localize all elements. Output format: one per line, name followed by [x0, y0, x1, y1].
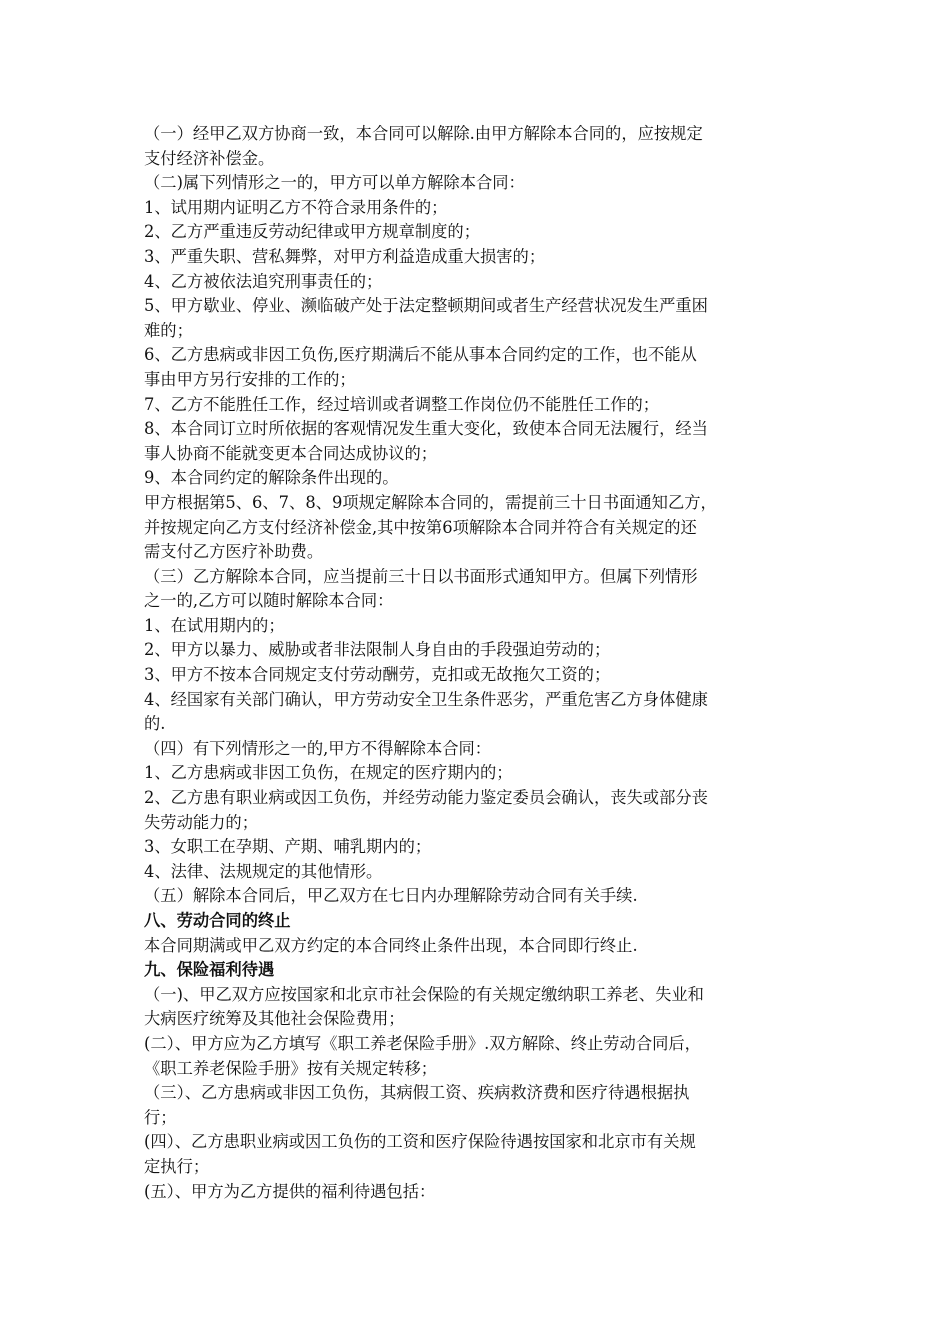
text-line: 1、在试用期内的；	[144, 615, 285, 635]
text-line: 3、甲方不按本合同规定支付劳动酬劳，克扣或无故拖欠工资的；	[144, 665, 611, 685]
text-line: 1、试用期内证明乙方不符合录用条件的；	[144, 197, 448, 217]
text-line: （二)属下列情形之一的，甲方可以单方解除本合同：	[144, 173, 525, 193]
text-line: 7、乙方不能胜任工作，经过培训或者调整工作岗位仍不能胜任工作的；	[144, 394, 660, 414]
text-line: （一）经甲乙双方协商一致，本合同可以解除.由甲方解除本合同的，应按规定	[144, 124, 703, 143]
section-heading: 八、劳动合同的终止	[144, 911, 291, 930]
text-line: 3、严重失职、营私舞弊，对甲方利益造成重大损害的；	[144, 246, 546, 266]
text-line: 支付经济补偿金。	[144, 148, 275, 168]
text-line: （三）乙方解除本合同，应当提前三十日以书面形式通知甲方。但属下列情形	[144, 566, 698, 586]
text-line: 并按规定向乙方支付经济补偿金,其中按第6项解除本合同并符合有关规定的还	[144, 517, 697, 537]
text-line: 2、乙方患有职业病或因工负伤，并经劳动能力鉴定委员会确认，丧失或部分丧	[144, 788, 708, 808]
text-line: 事由甲方另行安排的工作的；	[144, 369, 356, 389]
text-line: 4、经国家有关部门确认，甲方劳动安全卫生条件恶劣，严重危害乙方身体健康	[144, 689, 708, 709]
text-line: (二）、甲方应为乙方填写《职工养老保险手册》.双方解除、终止劳动合同后，	[144, 1033, 701, 1053]
text-line: 3、女职工在孕期、产期、哺乳期内的；	[144, 837, 432, 857]
text-line: 2、甲方以暴力、威胁或者非法限制人身自由的手段强迫劳动的；	[144, 640, 611, 660]
text-line: 大病医疗统筹及其他社会保险费用；	[144, 1009, 405, 1029]
text-line: (五）、甲方为乙方提供的福利待遇包括：	[144, 1181, 436, 1201]
document-page	[144, 122, 808, 1204]
text-line: 《职工养老保险手册》按有关规定转移；	[144, 1058, 438, 1078]
text-line: 2、乙方严重违反劳动纪律或甲方规章制度的；	[144, 222, 480, 242]
text-line: 4、法律、法规规定的其他情形。	[144, 861, 383, 881]
section-heading: 九、保险福利待遇	[144, 960, 275, 980]
text-line: 失劳动能力的；	[144, 812, 258, 832]
text-line: (四）、乙方患职业病或因工负伤的工资和医疗保险待遇按国家和北京市有关规	[144, 1132, 696, 1152]
text-line: 行；	[144, 1107, 177, 1127]
text-line: （三）、乙方患病或非因工负伤，其病假工资、疾病救济费和医疗待遇根据执	[144, 1083, 690, 1103]
text-line: 1、乙方患病或非因工负伤，在规定的医疗期内的；	[144, 763, 513, 783]
text-line: 的.	[144, 714, 166, 734]
text-line: （四）有下列情形之一的,甲方不得解除本合同：	[144, 738, 492, 758]
text-line: （五）解除本合同后，甲乙双方在七日内办理解除劳动合同有关手续.	[144, 886, 638, 906]
text-line: 5、甲方歇业、停业、濒临破产处于法定整顿期间或者生产经营状况发生严重困	[144, 296, 708, 316]
text-line: 8、本合同订立时所依据的客观情况发生重大变化，致使本合同无法履行，经当	[144, 419, 708, 439]
text-line: 难的；	[144, 320, 193, 340]
text-line: 定执行；	[144, 1156, 210, 1176]
text-line: 本合同期满或甲乙双方约定的本合同终止条件出现，本合同即行终止.	[144, 935, 638, 955]
text-line: 9、本合同约定的解除条件出现的。	[144, 468, 399, 488]
text-line: 甲方根据第5、6、7、8、9项规定解除本合同的，需提前三十日书面通知乙方，	[144, 492, 717, 512]
text-line: （一)、甲乙双方应按国家和北京市社会保险的有关规定缴纳职工养老、失业和	[144, 984, 704, 1004]
text-line: 需支付乙方医疗补助费。	[144, 542, 324, 562]
text-line: 4、乙方被依法追究刑事责任的；	[144, 271, 383, 291]
text-line: 6、乙方患病或非因工负伤,医疗期满后不能从事本合同约定的工作，也不能从	[144, 345, 697, 365]
text-line: 事人协商不能就变更本合同达成协议的；	[144, 443, 438, 463]
text-line: 之一的,乙方可以随时解除本合同：	[144, 591, 394, 611]
